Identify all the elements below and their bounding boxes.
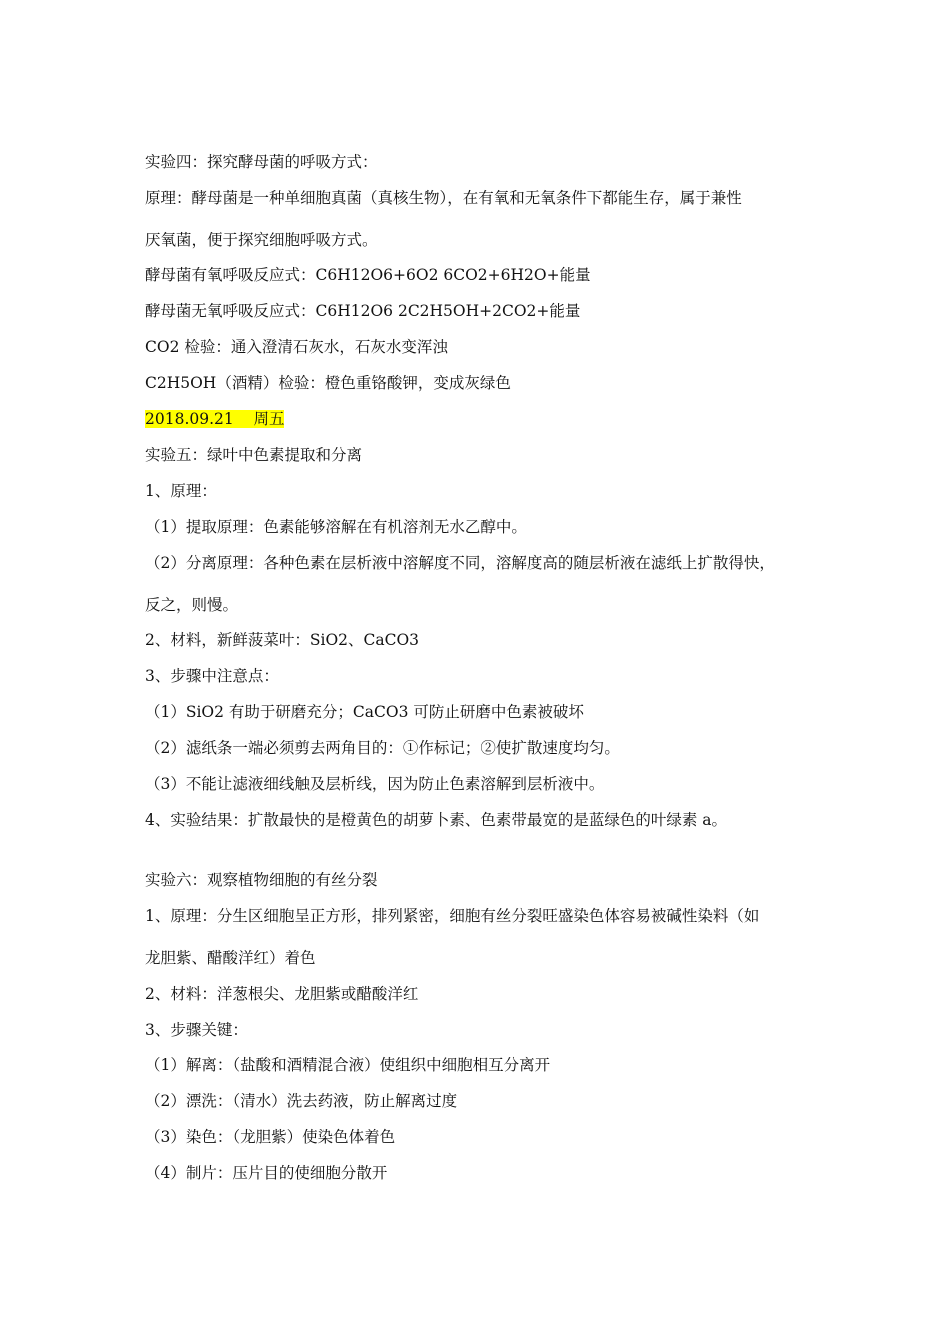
exp5-result: 4、实验结果：扩散最快的是橙黄色的胡萝卜素、色素带最宽的是蓝绿色的叶绿素 a。 — [145, 811, 728, 829]
exp6-principle-line1: 1、原理：分生区细胞呈正方形，排列紧密，细胞有丝分裂旺盛染色体容易被碱性染料（如 — [145, 907, 760, 925]
date-highlight: 2018.09.21 周五 — [145, 410, 285, 428]
exp5-step3: （3）不能让滤液细线触及层析线，因为防止色素溶解到层析液中。 — [145, 775, 605, 793]
exp6-heading-steps: 3、步骤关键： — [145, 1021, 248, 1039]
exp5-heading-steps: 3、步骤中注意点： — [145, 667, 279, 685]
exp6-materials: 2、材料：洋葱根尖、龙胆紫或醋酸洋红 — [145, 985, 419, 1003]
exp6-title: 实验六：观察植物细胞的有丝分裂 — [145, 871, 378, 889]
exp5-step2: （2）滤纸条一端必须剪去两角目的：①作标记；②使扩散速度均匀。 — [145, 739, 620, 757]
exp5-heading-principle: 1、原理： — [145, 482, 217, 500]
exp6-step2: （2）漂洗：（清水）洗去药液，防止解离过度 — [145, 1092, 458, 1110]
exp6-principle-line2: 龙胆紫、醋酸洋红）着色 — [145, 949, 316, 967]
exp4-anaerobic-equation: 酵母菌无氧呼吸反应式：C6H12O6 2C2H5OH+2CO2+能量 — [145, 302, 581, 320]
exp5-step1: （1）SiO2 有助于研磨充分；CaCO3 可防止研磨中色素被破坏 — [145, 703, 584, 721]
date-note — [145, 409, 284, 429]
exp5-materials: 2、材料，新鲜菠菜叶：SiO2、CaCO3 — [145, 631, 420, 649]
exp5-principle-separation-line1: （2）分离原理：各种色素在层析液中溶解度不同，溶解度高的随层析液在滤纸上扩散得快， — [145, 554, 775, 572]
exp6-step1: （1）解离：（盐酸和酒精混合液）使组织中细胞相互分离开 — [145, 1056, 551, 1074]
exp6-step4: （4）制片：压片目的使细胞分散开 — [145, 1164, 388, 1182]
exp4-aerobic-equation: 酵母菌有氧呼吸反应式：C6H12O6+6O2 6CO2+6H2O+能量 — [145, 266, 591, 284]
exp5-principle-extraction: （1）提取原理：色素能够溶解在有机溶剂无水乙醇中。 — [145, 518, 527, 536]
exp4-principle-line2: 厌氧菌，便于探究细胞呼吸方式。 — [145, 231, 378, 249]
exp6-step3: （3）染色：（龙胆紫）使染色体着色 — [145, 1128, 396, 1146]
exp4-title: 实验四：探究酵母菌的呼吸方式： — [145, 153, 378, 171]
exp4-principle-line1: 原理：酵母菌是一种单细胞真菌（真核生物），在有氧和无氧条件下都能生存，属于兼性 — [145, 189, 742, 207]
exp5-principle-separation-line2: 反之，则慢。 — [145, 596, 239, 614]
exp5-title: 实验五：绿叶中色素提取和分离 — [145, 446, 363, 464]
exp4-ethanol-test: C2H5OH（酒精）检验：橙色重铬酸钾，变成灰绿色 — [145, 374, 511, 392]
exp4-co2-test: CO2 检验：通入澄清石灰水，石灰水变浑浊 — [145, 338, 448, 356]
